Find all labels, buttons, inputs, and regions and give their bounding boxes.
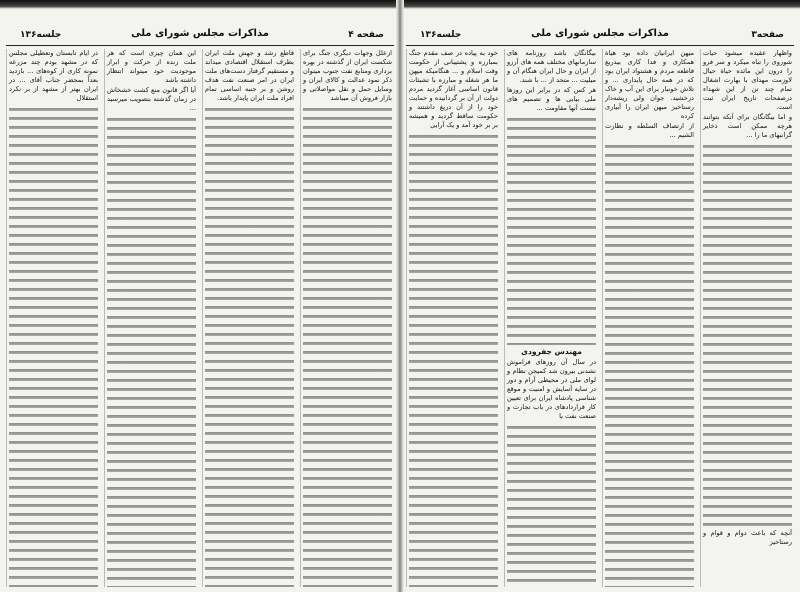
- text-column: [6, 49, 100, 587]
- header-rule: [6, 45, 394, 46]
- text-lines: [409, 132, 498, 587]
- paragraph: میهن ایرانیان داده بود هیاة همکاری و فدا کاری بیدریغ قاطعه مردم و هشتواد ایران بود که در همه حال پایداری ... و تلاش خونبار برای این آب و خاک درخشید. جوان ولی ریشه‌دار رستاخیز میهن ایران را آبیاری کرده: [605, 49, 694, 120]
- text-lines: [507, 115, 596, 345]
- columns: [6, 49, 394, 587]
- page-gutter: [396, 0, 404, 592]
- text-lines: [9, 105, 98, 587]
- page-number: صفحه ۴: [348, 30, 384, 40]
- page-title: مذاکرات مجلس شورای ملی: [531, 28, 669, 39]
- page-header: [6, 30, 394, 44]
- columns: [406, 49, 794, 587]
- text-column: [104, 49, 198, 587]
- text-column: [202, 49, 296, 587]
- paragraph: ازعلل وجهات دیگری جنگ برای شکست ایران از گذشته در بهره برداری ومنابع نفت جنوب میتوان ذکر نمود عدالت و کالای ایران و وسایل حمل و نقل مواصلاتی و بازار فروش آن میباشد: [303, 49, 392, 102]
- paragraph: قاطع رشد و جهش ملت ایران بطرف استقلال اقتصادی میداند و مستقیم گرفتار دست‌های ملت ایران در امر صنعت نفت هدف روشن و بر جنبه اساسی تمام افراد ملت ایران پایدار باشد.: [205, 49, 294, 102]
- text-column: [300, 49, 394, 587]
- text-lines: [107, 115, 196, 587]
- session-label: جلسه۱۳۶: [20, 30, 62, 40]
- paragraph: خود به پیاده در صف مقدم جنگ بمبارزه و پشتیبانی از حکومت وقت اسلام و ... هنگامیکه میهن ما هر شغله و مبارزه با تشبثات قانون اساسی آغاز گردید مردم دولت از آن بر گردانیده و حمایت خود را از آن دریغ داشتند و حکومت ساقط گردید و همیشه بر بر خود آمد و یک آرایی: [409, 49, 498, 129]
- text-column: [406, 49, 500, 587]
- text-lines: [703, 142, 792, 527]
- right-page: [406, 12, 794, 587]
- session-label: جلسه۱۳۶: [420, 30, 462, 40]
- paragraph: واظهار عقیده میشود حیات شوروی را تباه میکرد و سر فرو را درون این مائده حیاة حیال لاوزمت مهدای با بهارت اشغال تمام چند تن از این شهداء درصفحات تاریخ ایران ثبت است.: [703, 49, 792, 111]
- speaker-heading: مهندس جفرودی: [521, 347, 582, 356]
- column-footer-line: آنچه که باعث دوام و قوام و رستاخیز: [703, 529, 792, 546]
- text-lines: [303, 105, 392, 587]
- paragraph: از ارتصاف السلطه و نظارت الشیم ...: [605, 122, 694, 139]
- paragraph: هر کس که در برابر این روزها ملی بیابی ها و تصمیم های نیست آنها مقاومت ...: [507, 86, 596, 112]
- paragraph: و اما بیگانگان برای آنکه بتوانند هرچه ممکن است ذخایر گرانبهای ما را ...: [703, 113, 792, 139]
- paragraph: این همان چیزی است که هر ملت زنده از حرکت و ابراز موجودیت خود میتواند انتظار داشته باشد: [107, 49, 196, 84]
- header-rule: [406, 45, 794, 46]
- page-header: [406, 30, 794, 44]
- text-lines: [205, 105, 294, 587]
- text-column: [602, 49, 696, 587]
- paragraph: بیگانگان باشد روزنامه های سازمانهای مختلف همه های آرزو از ایران و حال ایران هنگام آن و میلیت ... متحد از ... با شند.: [507, 49, 596, 84]
- text-lines: [507, 423, 596, 587]
- text-column: [504, 49, 598, 587]
- paragraph: در سال آن روزهای فراموش نشدنی بیرون شد کمیجن نظام و لوای ملی در محیطی آرام و دور در سایه آسایش و امنیت و موقع شناسی پادشاه ایران برای تعیین کار قراردادهای در باب تجارت و صنعت نفت یا: [507, 358, 596, 420]
- paragraph: آیا اگر قانون منع کشت خشخاش در زمان گذشته بتصویب میرسید ...: [107, 86, 196, 112]
- text-lines: [605, 142, 694, 587]
- page-title: مذاکرات مجلس شورای ملی: [131, 28, 269, 39]
- text-column: [700, 49, 794, 587]
- page-number: صفحه۳: [751, 30, 784, 40]
- paragraph: در ایام تابستان وتعطیلی مجلس که در مشهد بودم چند مزرعه نمونه کاری از کوه‌های ... بازدید بعداً بمحضر جناب آقای ... در ایران بهتر از مشهد از بر نکرد استقلال: [9, 49, 98, 102]
- left-page: [6, 12, 394, 587]
